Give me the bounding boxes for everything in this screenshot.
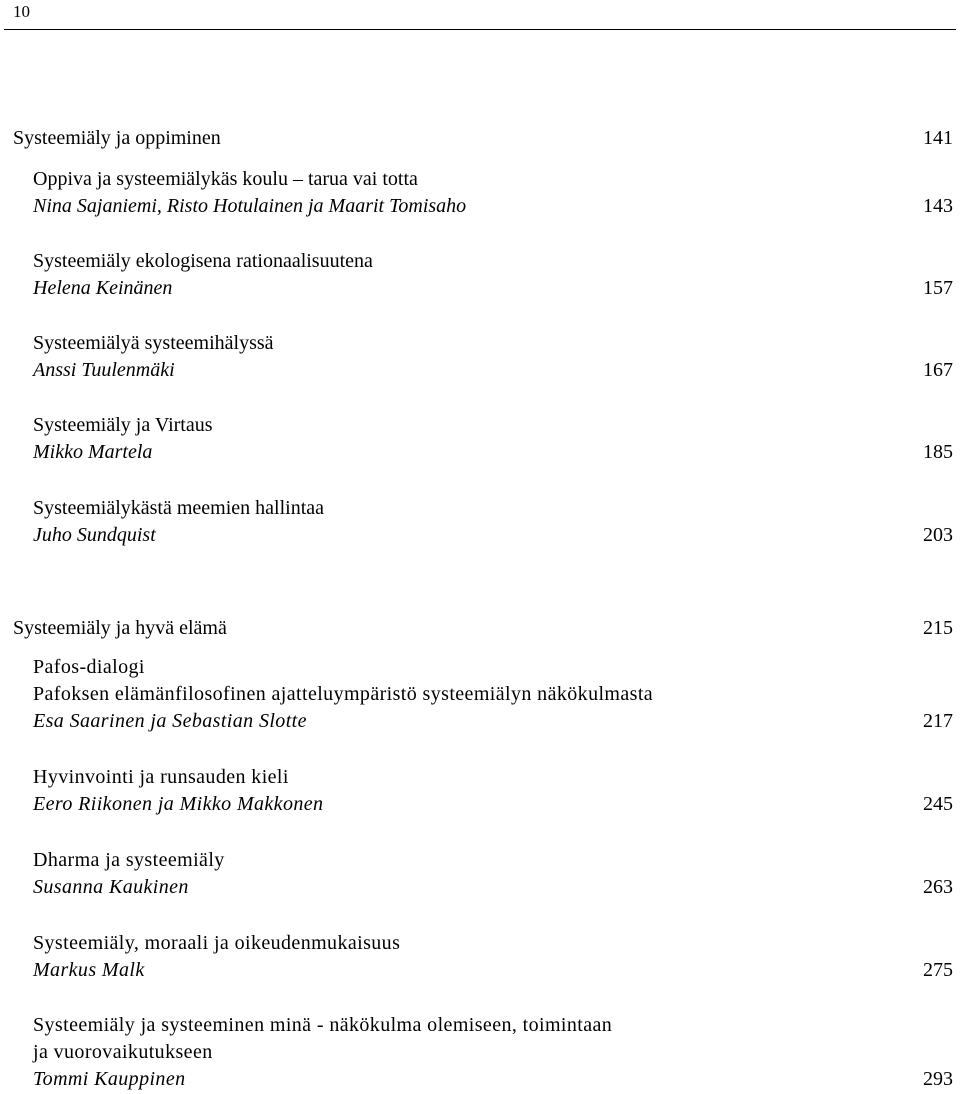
entry-title: Systeemiäly ja Virtaus xyxy=(33,414,213,436)
entry-title-continued: Pafoksen elämänfilosofinen ajatteluympäristö systeemiälyn näkökulmasta xyxy=(33,683,654,705)
entry-author: Susanna Kaukinen xyxy=(33,876,189,898)
entry-page-number: 143 xyxy=(923,195,953,217)
entry-title: Hyvinvointi ja runsauden kieli xyxy=(33,766,289,788)
entry-author: Anssi Tuulenmäki xyxy=(33,359,175,381)
entry-author: Tommi Kauppinen xyxy=(33,1068,186,1090)
section-page-number: 141 xyxy=(923,127,953,149)
entry-title: Systeemiälykästä meemien hallintaa xyxy=(33,497,325,519)
entry-title: Dharma ja systeemiäly xyxy=(33,849,225,871)
entry-title-continued: ja vuorovaikutukseen xyxy=(33,1041,213,1063)
entry-title: Systeemiäly ja systeeminen minä - näkökulma olemiseen, toimintaan xyxy=(33,1014,613,1036)
entry-page-number: 157 xyxy=(923,277,953,299)
entry-author: Eero Riikonen ja Mikko Makkonen xyxy=(33,793,324,815)
entry-page-number: 217 xyxy=(923,710,953,732)
entry-page-number: 167 xyxy=(923,359,953,381)
entry-author: Helena Keinänen xyxy=(33,277,173,299)
section-title: Systeemiäly ja hyvä elämä xyxy=(13,617,227,639)
entry-page-number: 245 xyxy=(923,793,953,815)
entry-page-number: 293 xyxy=(923,1068,953,1090)
entry-title: Pafos-dialogi xyxy=(33,656,145,678)
entry-author: Esa Saarinen ja Sebastian Slotte xyxy=(33,710,307,732)
entry-page-number: 203 xyxy=(923,524,953,546)
entry-title: Systeemiäly ekologisena rationaalisuutena xyxy=(33,250,373,272)
entry-page-number: 263 xyxy=(923,876,953,898)
entry-page-number: 185 xyxy=(923,441,953,463)
entry-page-number: 275 xyxy=(923,959,953,981)
page-number: 10 xyxy=(13,2,30,21)
section-title: Systeemiäly ja oppiminen xyxy=(13,127,221,149)
entry-author: Mikko Martela xyxy=(33,441,153,463)
entry-title: Systeemiälyä systeemihälyssä xyxy=(33,332,274,354)
section-page-number: 215 xyxy=(923,617,953,639)
entry-author: Juho Sundquist xyxy=(33,524,156,546)
entry-title: Systeemiäly, moraali ja oikeudenmukaisuus xyxy=(33,932,401,954)
entry-title: Oppiva ja systeemiälykäs koulu – tarua vai totta xyxy=(33,168,418,190)
entry-author: Nina Sajaniemi, Risto Hotulainen ja Maarit Tomisaho xyxy=(33,195,467,217)
entry-author: Markus Malk xyxy=(33,959,145,981)
